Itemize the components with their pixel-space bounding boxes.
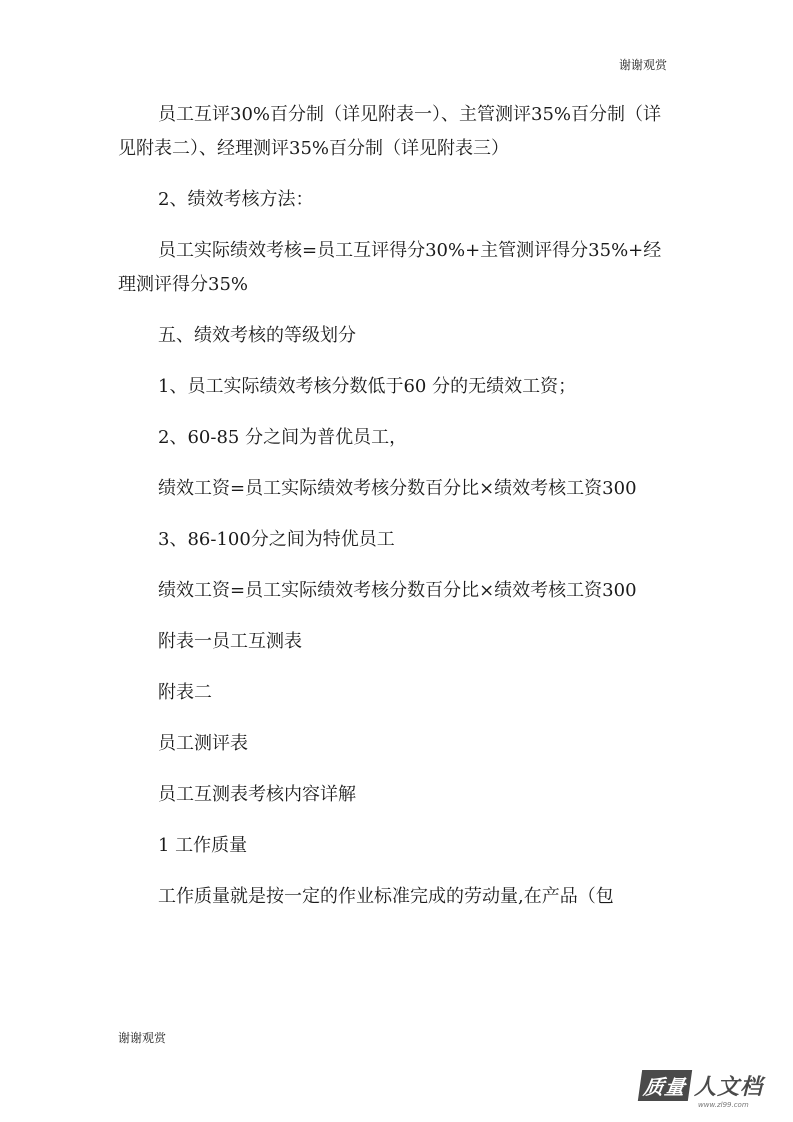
document-body xyxy=(118,98,678,931)
paragraph: 绩效工资=员工实际绩效考核分数百分比×绩效考核工资300 xyxy=(158,580,637,601)
watermark-box-text: 质量 xyxy=(638,1070,692,1101)
paragraph: 1、员工实际绩效考核分数低于60 分的无绩效工资； xyxy=(158,376,577,397)
header-note: 谢谢观赏 xyxy=(618,58,667,72)
watermark-url: www.zl99.com xyxy=(698,1101,749,1109)
paragraph: 2、60-85 分之间为普优员工， xyxy=(158,427,408,448)
paragraph: 2、绩效考核方法： xyxy=(158,189,314,210)
paragraph: 工作质量就是按一定的作业标准完成的劳动量,在产品（包 xyxy=(158,886,614,907)
paragraph: 员工实际绩效考核=员工互评得分30%+主管测评得分35%+经理测评得分35% xyxy=(118,240,662,295)
paragraph: 1 工作质量 xyxy=(158,835,248,856)
paragraph: 员工互评30%百分制（详见附表一）、主管测评35%百分制（详见附表二）、经理测评35%百分制（详见附表三） xyxy=(118,104,662,159)
footer-note: 谢谢观赏 xyxy=(118,1031,167,1045)
paragraph: 员工互测表考核内容详解 xyxy=(158,784,356,805)
section-heading: 五、绩效考核的等级划分 xyxy=(158,325,356,346)
paragraph: 员工测评表 xyxy=(158,733,248,754)
paragraph: 附表二 xyxy=(158,682,212,703)
paragraph: 3、86-100分之间为特优员工 xyxy=(158,529,395,550)
paragraph: 绩效工资=员工实际绩效考核分数百分比×绩效考核工资300 xyxy=(158,478,637,499)
watermark-logo xyxy=(640,1068,780,1112)
paragraph: 附表一员工互测表 xyxy=(158,631,302,652)
watermark-text: 人文档 xyxy=(694,1074,764,1100)
watermark-main xyxy=(640,1070,780,1100)
